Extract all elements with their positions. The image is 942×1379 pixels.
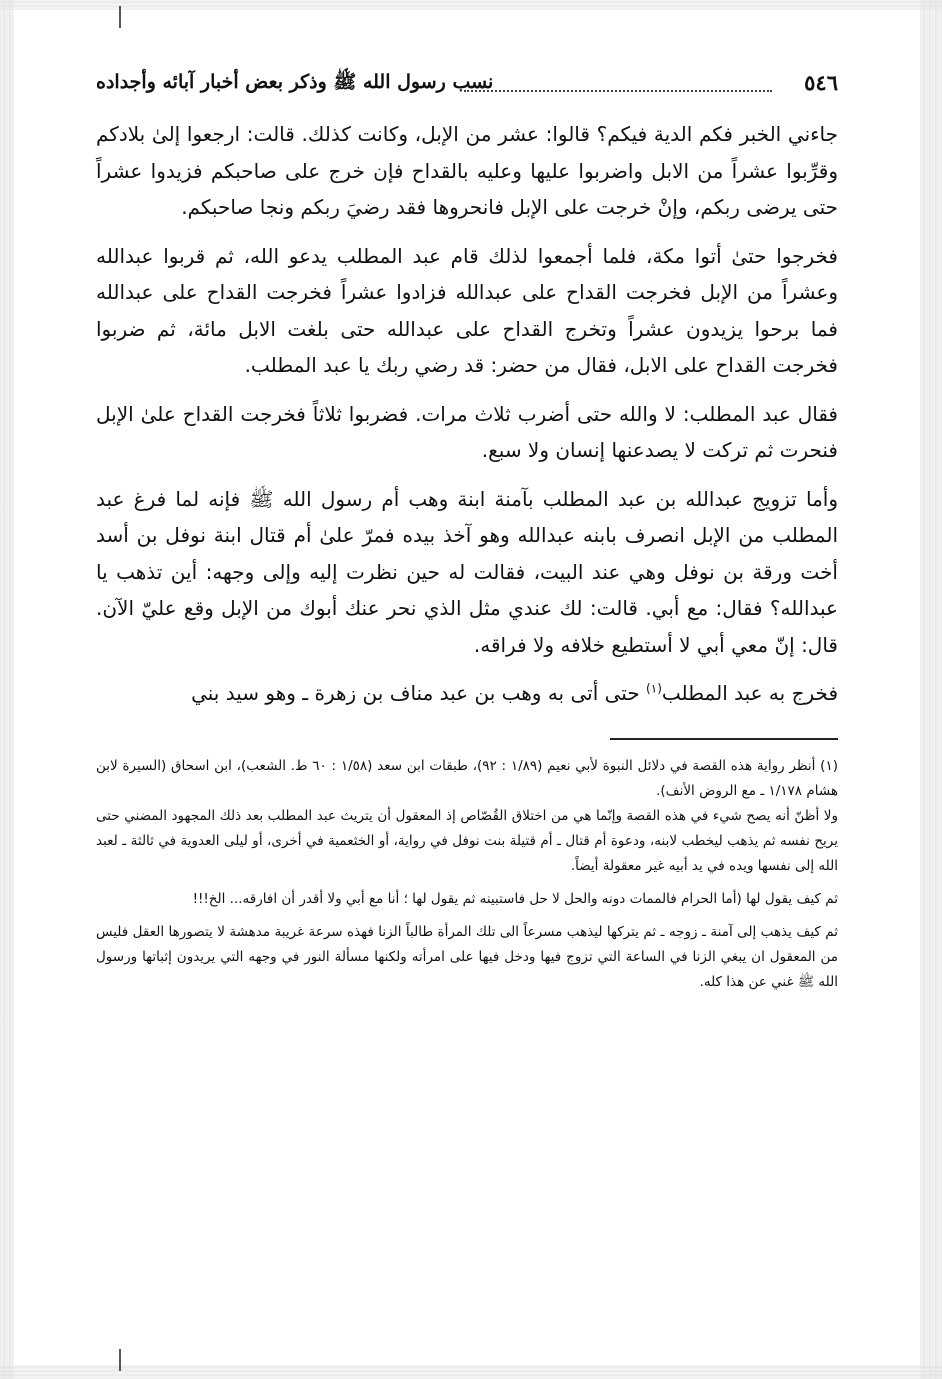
scan-edge-top	[0, 0, 942, 10]
crop-mark-top	[119, 6, 121, 28]
body-text	[96, 116, 838, 712]
scan-edge-bottom	[0, 1365, 942, 1379]
scan-edge-right	[920, 0, 942, 1379]
page-number: ٥٤٦	[804, 70, 838, 95]
dotted-leader	[464, 90, 772, 92]
footnotes	[96, 754, 838, 995]
chapter-title: نسب رسول الله ﷺ وذكر بعض أخبار آبائه وأجداده	[96, 71, 494, 93]
running-header	[96, 68, 838, 102]
paragraph: وأما تزويج عبدالله بن عبد المطلب بآمنة ابنة وهب أم رسول الله ﷺ فإنه لما فرغ عبد المطلب من الإبل انصرف بابنه عبدالله وهو آخذ بيده فمرّ علىٰ أم قتال ابنة نوفل بن أسد أخت ورقة بن نوفل وهي عند البيت، فقالت له حين نظرت إليه وإلى وجهه: أين تذهب يا عبدالله؟ فقال: مع أبي. قالت: لك عندي مثل الذي نحر عنك أبوك من الإبل وقع عليّ الآن. قال: إنّ معي أبي لا أستطيع خلافه ولا فراقه.	[96, 486, 838, 657]
paragraph-end: حتى أتى به وهب بن عبد مناف بن زهرة ـ وهو سيد بني	[191, 681, 647, 705]
paragraph-start: فخرج به عبد المطلب	[661, 681, 838, 705]
paragraph: فقال عبد المطلب: لا والله حتى أضرب ثلاث مرات. فضربوا ثلاثاً فخرجت القداح علىٰ الإبل فنحرت ثم تركت لا يصدعنها إنسان ولا سبع.	[96, 401, 838, 462]
paragraph: جاءني الخبر فكم الدية فيكم؟ قالوا: عشر من الإبل، وكانت كذلك. قالت: ارجعوا إلىٰ بلادكم وقرِّبوا عشراً من الابل واضربوا عليها وعليه بالقداح فإن خرج على صاحبكم فزيدوا عشراً حتى يرضى ربكم، وإنْ خرجت على الإبل فانحروها فقد رضيَ ربكم ونجا صاحبكم.	[96, 122, 838, 219]
book-page	[96, 68, 838, 995]
paragraph-last	[96, 675, 838, 712]
scan-edge-left	[0, 0, 14, 1379]
footnote-commentary: ولا أظنّ أنه يصح شيء في هذه القصة وإنّما هي من اختلاق القُصّاص إذ المعقول أن يتريث عبد المطلب بعد ذلك المجهود المضني حتى يريح نفسه ثم يذهب ليخطب لابنه، ودعوة أم قتال ـ أم قتيلة بنت نوفل في رواية، أو الخثعمية في أخرى، أو ليلى العدوية في ثالثة ـ لعبد الله إلى نفسها ويده في يد أبيه غير معقولة أيضاً.	[96, 807, 838, 874]
footnote-commentary: ثم كيف يقول لها (أما الحرام فالممات دونه والحل لا حل فاستبينه ثم يقول لها ؛ أنا مع أبي ولا أقدر أن افارقه... الخ!!!	[192, 890, 838, 907]
paragraph: فخرجوا حتىٰ أتوا مكة، فلما أجمعوا لذلك قام عبد المطلب يدعو الله، ثم قربوا عبدالله وعشراً من الإبل فخرجت القداح على عبدالله فزادوا عشراً فخرجت القداح على عبدالله فما برحوا يزيدون عشراً وتخرج القداح على عبدالله حتى بلغت الابل مائة، ثم ضربوا فخرجت القداح على الابل، فقال من حضر: قد رضي ربك يا عبد المطلب.	[96, 243, 838, 377]
footnote-divider	[610, 738, 838, 740]
footnote-1: (١) أنظر رواية هذه القصة في دلائل النبوة لأبي نعيم (١/٨٩ : ٩٢)، طبقات ابن سعد (١/٥٨ : ٦٠ ط. الشعب)، ابن اسحاق (السيرة لابن هشام ١/١٧٨ ـ مع الروض الأنف).	[96, 757, 838, 799]
footnote-reference[interactable]: (١)	[646, 681, 662, 696]
crop-mark-bottom	[119, 1349, 121, 1371]
footnote-commentary: ثم كيف يذهب إلى آمنة ـ زوجه ـ ثم يتركها ليذهب مسرعاً الى تلك المرأة طالباً الزنا فهذه سرعة غريبة مدهشة لا يتصورها العقل فليس من المعقول ان يبغي الزنا في الساعة التي تزوج فيها ودخل فيها على امرأته ولكنها مسألة النور في وجهه التي يريدون إثباتها ورسول الله ﷺ غني عن هذا كله.	[96, 923, 838, 990]
